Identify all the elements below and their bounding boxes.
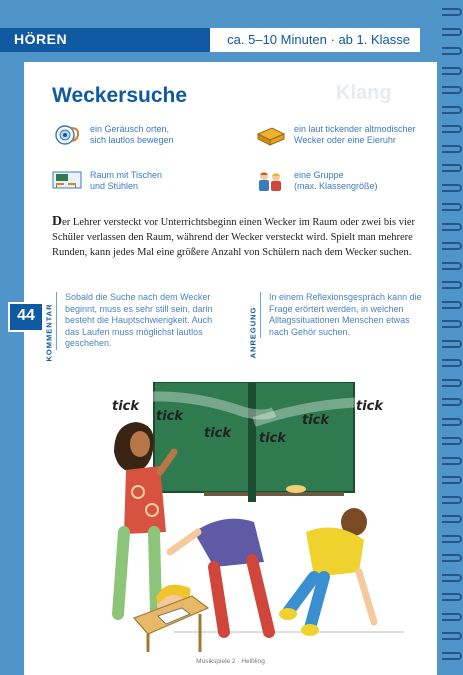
binding-ring bbox=[442, 554, 462, 562]
binding-ring bbox=[442, 418, 462, 426]
binding-ring bbox=[442, 437, 462, 445]
kommentar-label: KOMMENTAR bbox=[44, 303, 54, 362]
tick-word-6: tick bbox=[356, 399, 384, 414]
binding-ring bbox=[442, 496, 462, 504]
info-room bbox=[52, 170, 240, 192]
binding-ring bbox=[442, 593, 462, 601]
chalk-ledge bbox=[204, 492, 344, 496]
duration-level: ca. 5–10 Minuten · ab 1. Klasse bbox=[227, 32, 410, 47]
target-ear-icon bbox=[52, 124, 82, 146]
section-label: HÖREN bbox=[14, 31, 68, 47]
binding-ring bbox=[442, 106, 462, 114]
info-group-line-2: (max. Klassengröße) bbox=[294, 181, 378, 191]
binding-ring bbox=[442, 652, 462, 660]
binding-ring bbox=[442, 340, 462, 348]
classroom-icon bbox=[52, 170, 82, 192]
kommentar-text: Sobald die Suche nach dem Wecker beginnt, muss es sehr still sein, darin besteht die Hauptschwierigkeit. Auch das Laufen muss möglichst lautlos geschehen. bbox=[56, 292, 225, 350]
binding-ring bbox=[442, 379, 462, 387]
binding-ring bbox=[442, 457, 462, 465]
binding-ring bbox=[442, 164, 462, 172]
binding-ring bbox=[442, 535, 462, 543]
info-goal-line-2: sich lautlos bewegen bbox=[90, 135, 174, 145]
info-material-line-2: Wecker oder eine Eieruhr bbox=[294, 135, 396, 145]
tick-word-3: tick bbox=[204, 426, 232, 441]
game-description: Der Lehrer versteckt vor Unterrichtsbeginn einen Wecker im Raum oder zwei bis vier Schüler verlassen den Raum, während der Wecker versteckt wird. Spielt man mehrere Runden, kann jedes Mal eine größere Anzahl von Schülern nach dem Wecker suchen. bbox=[52, 214, 416, 258]
binding-ring bbox=[442, 262, 462, 270]
binding-ring bbox=[442, 476, 462, 484]
faded-heading: Klang bbox=[336, 82, 392, 104]
binding-ring bbox=[442, 67, 462, 75]
binding-ring bbox=[442, 184, 462, 192]
binding-ring bbox=[442, 242, 462, 250]
group-icon bbox=[256, 170, 286, 192]
boy-crawling-figure bbox=[279, 508, 374, 636]
binding-ring bbox=[442, 28, 462, 36]
anregung-text: In einem Reflexionsgespräch kann die Frage erörtert werden, in welchen Alltagssituationen Menschen etwas nach Gehör suchen. bbox=[260, 292, 429, 338]
binding-ring bbox=[442, 203, 462, 211]
binding-ring bbox=[442, 632, 462, 640]
tick-word-5: tick bbox=[302, 413, 330, 428]
info-room-line-2: und Stühlen bbox=[90, 181, 139, 191]
info-goal-line-1: ein Geräusch orten, bbox=[90, 124, 170, 134]
info-room-line-1: Raum mit Tischen bbox=[90, 170, 163, 180]
binding-ring bbox=[442, 515, 462, 523]
page-number-tab bbox=[8, 302, 44, 332]
page-footer: Musikspiele 2 · Helbling bbox=[196, 658, 265, 665]
info-group bbox=[256, 170, 444, 192]
info-material bbox=[256, 124, 454, 146]
info-material-line-1: ein laut tickender altmodischer bbox=[294, 124, 416, 134]
binding-ring bbox=[442, 574, 462, 582]
page-number: 44 bbox=[17, 307, 35, 324]
spiral-binding bbox=[442, 0, 463, 675]
binding-ring bbox=[442, 281, 462, 289]
page-paper bbox=[24, 62, 437, 675]
binding-ring bbox=[442, 8, 462, 16]
desk-boy-figure bbox=[134, 585, 208, 652]
anregung-label: ANREGUNG bbox=[248, 306, 258, 359]
alarm-clock-icon bbox=[256, 124, 286, 146]
binding-ring bbox=[442, 613, 462, 621]
search-illustration bbox=[74, 382, 434, 652]
binding-ring bbox=[442, 86, 462, 94]
tick-word-1: tick bbox=[112, 399, 140, 414]
tick-word-4: tick bbox=[259, 431, 287, 446]
binding-ring bbox=[442, 359, 462, 367]
page-header bbox=[0, 28, 420, 52]
binding-ring bbox=[442, 320, 462, 328]
binding-ring bbox=[442, 301, 462, 309]
section-tag bbox=[0, 28, 210, 52]
board-frame bbox=[248, 382, 256, 502]
tick-word-2: tick bbox=[156, 409, 184, 424]
page-title: Weckersuche bbox=[52, 84, 188, 107]
binding-ring bbox=[442, 47, 462, 55]
info-group-line-1: eine Gruppe bbox=[294, 170, 344, 180]
sponge bbox=[286, 485, 306, 493]
binding-ring bbox=[442, 398, 462, 406]
info-goal bbox=[52, 124, 240, 146]
binding-ring bbox=[442, 223, 462, 231]
